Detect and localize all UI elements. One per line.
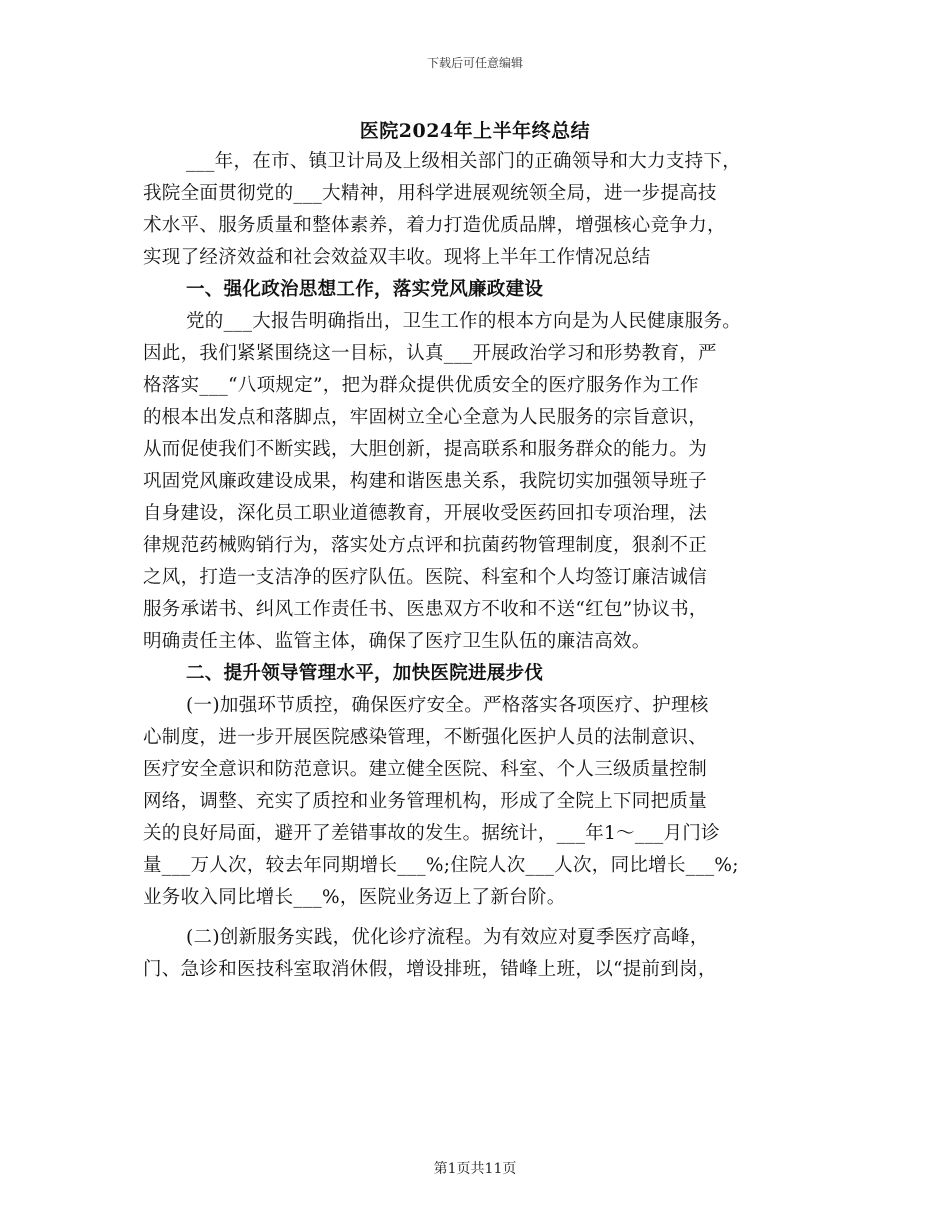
paragraph-line: 我院全面贯彻党的___大精神，用科学进展观统领全局，进一步提高技 xyxy=(143,183,717,204)
paragraph-line: 网络，调整、充实了质控和业务管理机构，形成了全院上下同把质量 xyxy=(143,791,708,812)
paragraph-line: 格落实___“八项规定”，把为群众提供优质安全的医疗服务作为工作 xyxy=(143,375,699,396)
paragraph-line: (二)创新服务实践，优化诊疗流程。为有效应对夏季医疗高峰， xyxy=(186,927,709,948)
page-footer: 第1页共11页 xyxy=(433,1161,517,1177)
paragraph-line: 心制度，进一步开展医院感染管理，不断强化医护人员的法制意识、 xyxy=(143,727,708,748)
paragraph-line: 巩固党风廉政建设成果，构建和谐医患关系，我院切实加强领导班子 xyxy=(143,471,708,492)
paragraph-line: 因此，我们紧紧围绕这一目标，认真___开展政治学习和形势教育，严 xyxy=(143,343,717,364)
section-heading: 一、强化政治思想工作，落实党风廉政建设 xyxy=(186,279,544,300)
paragraph-line: 门、急诊和医技科室取消休假，增设排班，错峰上班，以“提前到岗， xyxy=(143,959,717,980)
document-body xyxy=(143,146,823,986)
paragraph-line: 医疗安全意识和防范意识。建立健全医院、科室、个人三级质量控制 xyxy=(143,759,708,780)
paragraph-line: 业务收入同比增长___%，医院业务迈上了新台阶。 xyxy=(143,887,566,908)
section-heading: 二、提升领导管理水平，加快医院进展步伐 xyxy=(186,663,544,684)
paragraph-line: 从而促使我们不断实践，大胆创新，提高联系和服务群众的能力。为 xyxy=(143,439,708,460)
header-note: 下载后可任意编辑 xyxy=(426,56,523,70)
paragraph-gap xyxy=(143,914,823,922)
paragraph-line: 之风，打造一支洁净的医疗队伍。医院、科室和个人均签订廉洁诚信 xyxy=(143,567,708,588)
paragraph-line: 明确责任主体、监管主体，确保了医疗卫生队伍的廉洁高效。 xyxy=(143,631,651,652)
paragraph-line: 关的良好局面，避开了差错事故的发生。据统计，___年1～___月门诊 xyxy=(143,823,720,844)
paragraph-line: 律规范药械购销行为，落实处方点评和抗菌药物管理制度，狠刹不正 xyxy=(143,535,708,556)
paragraph-line: ___年，在市、镇卫计局及上级相关部门的正确领导和大力支持下， xyxy=(186,151,742,172)
paragraph-line: 自身建设，深化员工职业道德教育，开展收受医药回扣专项治理，法 xyxy=(143,503,708,524)
paragraph-line: 术水平、服务质量和整体素养，着力打造优质品牌，增强核心竞争力， xyxy=(143,215,726,236)
paragraph-line: 量___万人次，较去年同期增长___%;住院人次___人次，同比增长___%; xyxy=(143,855,739,876)
paragraph-line: (一)加强环节质控，确保医疗安全。严格落实各项医疗、护理核 xyxy=(186,695,709,716)
paragraph-line: 的根本出发点和落脚点，牢固树立全心全意为人民服务的宗旨意识， xyxy=(143,407,708,428)
page-title: 医院2024年上半年终总结 xyxy=(359,120,591,142)
paragraph-line: 服务承诺书、纠风工作责任书、医患双方不收和不送“红包”协议书， xyxy=(143,599,708,620)
paragraph-line: 党的___大报告明确指出，卫生工作的根本方向是为人民健康服务。 xyxy=(186,311,742,332)
paragraph-line: 实现了经济效益和社会效益双丰收。现将上半年工作情况总结 xyxy=(143,247,651,268)
